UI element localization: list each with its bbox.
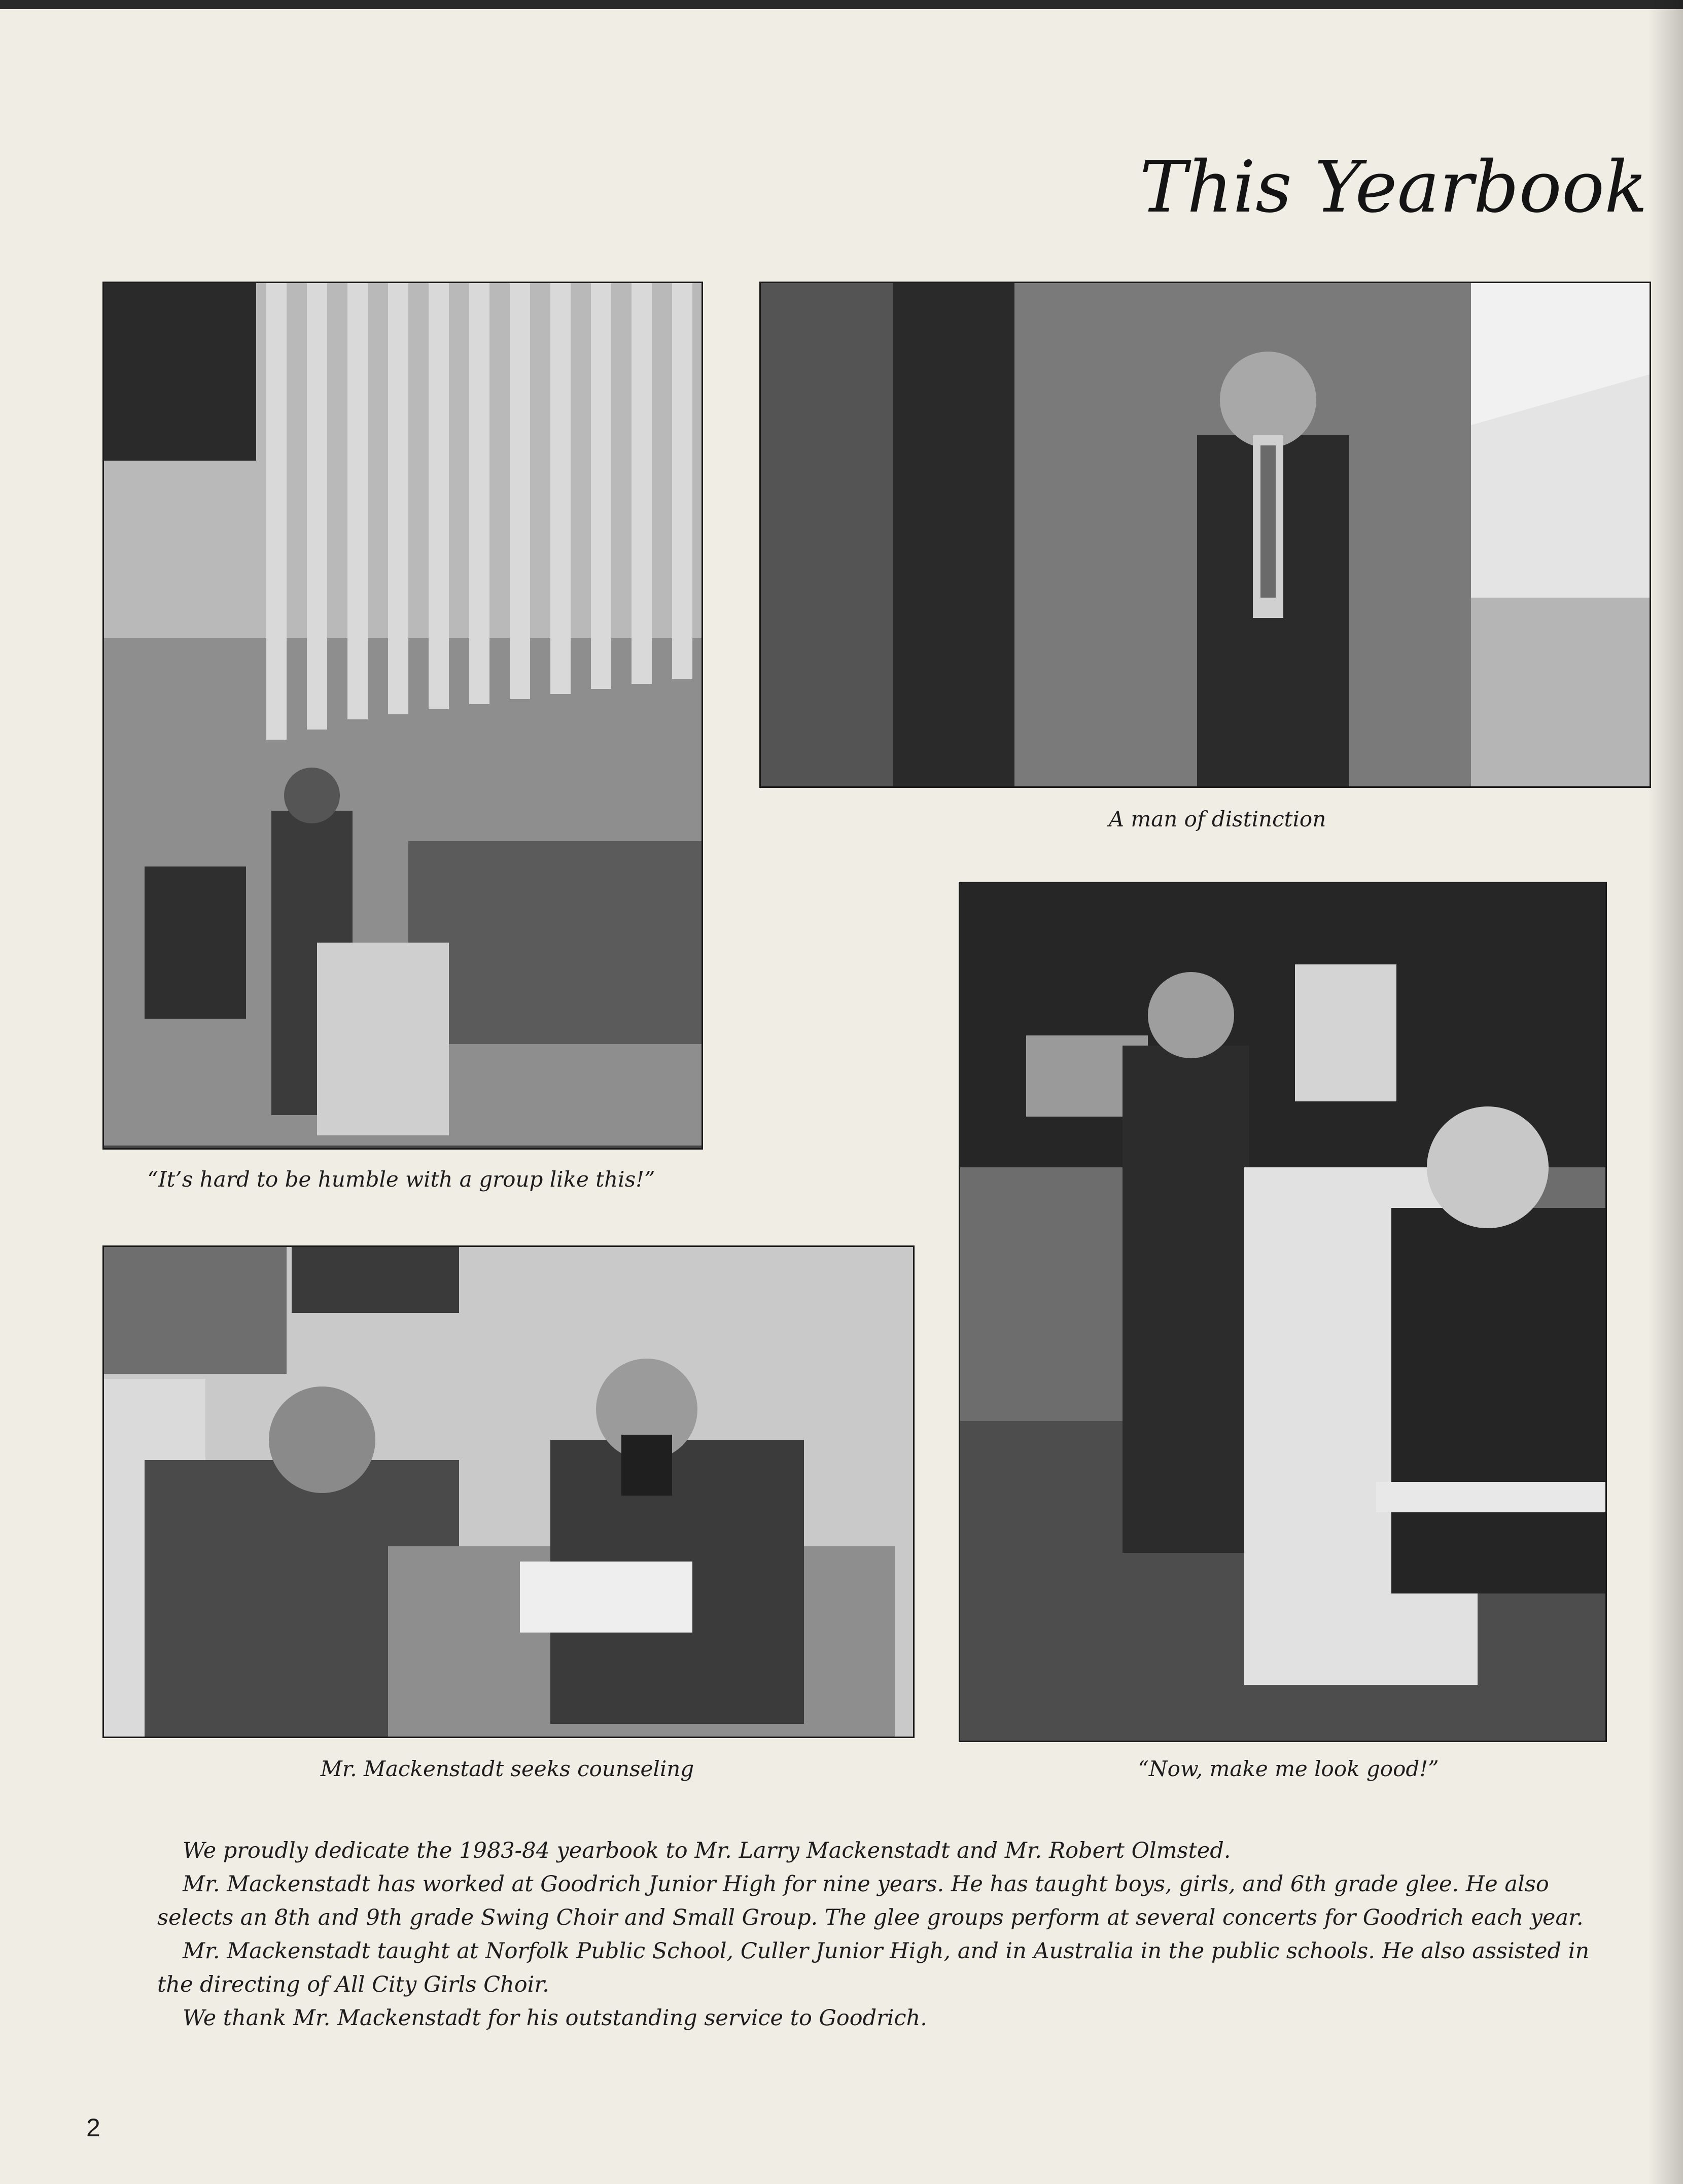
page-title: This Yearbook [1139, 146, 1647, 229]
photo-choir-stage-image [104, 283, 702, 1148]
photo-counseling-caption: Mr. Mackenstadt seeks counseling [320, 1756, 694, 1781]
dedication-paragraph: We thank Mr. Mackenstadt for his outstanding service to Goodrich. [183, 2005, 927, 2031]
page-top-edge [0, 0, 1683, 9]
dedication-paragraph: Mr. Mackenstadt has worked at Goodrich Junior High for nine years. He has taught boys, girls, and 6th grade glee. He also selects an 8th and 9th grade Swing Choir and Small Group. The glee groups perform at several concerts for Goodrich each year. [157, 1871, 1584, 1930]
page-number: 2 [86, 2113, 100, 2142]
photo-man-of-distinction-caption: A man of distinction [1108, 807, 1326, 831]
dedication-paragraph: We proudly dedicate the 1983-84 yearbook to Mr. Larry Mackenstadt and Mr. Robert Olmsted. [183, 1838, 1231, 1863]
photo-counseling [102, 1245, 915, 1738]
page-binding-shadow [1647, 0, 1683, 2184]
dedication-text [157, 1834, 1608, 2035]
photo-piano [959, 882, 1607, 1742]
photo-choir-stage-caption: “It’s hard to be humble with a group like this!” [147, 1167, 655, 1192]
photo-man-of-distinction [759, 282, 1651, 788]
photo-man-of-distinction-image [761, 283, 1650, 786]
dedication-paragraph: Mr. Mackenstadt taught at Norfolk Public School, Culler Junior High, and in Australia in the public schools. He also assisted in the directing of All City Girls Choir. [157, 1938, 1590, 1997]
photo-choir-stage [102, 282, 703, 1150]
photo-piano-image [960, 883, 1605, 1741]
photo-counseling-image [104, 1247, 913, 1737]
photo-piano-caption: “Now, make me look good!” [1138, 1756, 1439, 1781]
